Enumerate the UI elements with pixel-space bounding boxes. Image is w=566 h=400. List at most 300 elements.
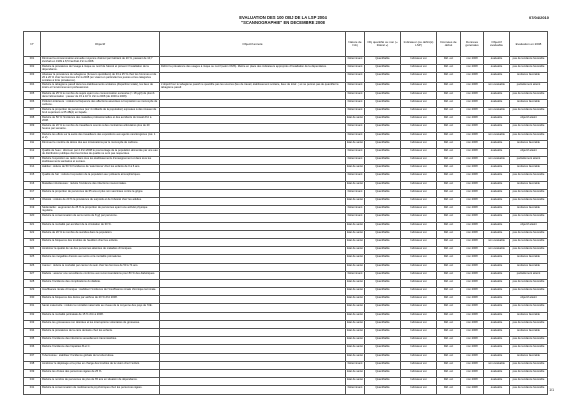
cell-indicator: Indicateur ext — [401, 214, 437, 222]
cell-annotated-objective — [160, 247, 346, 255]
cell-indicator: Indicateur ext — [401, 83, 437, 91]
cell-nature: Déterminant — [346, 271, 365, 279]
col-header-nature: Nature de l'obj — [346, 32, 365, 57]
cell-nature: Déterminant — [346, 99, 365, 107]
cell-objective: Qualité de l'air : réduire l'exposition de la population aux polluants atmosphériques. — [41, 173, 160, 181]
cell-indicator: Indicateur ext — [401, 263, 437, 271]
cell-quantified: Quantifiable — [365, 230, 401, 238]
document-subtitle: "SCANNOGRAPHIE" EN DECEMBRE 2008 — [241, 20, 325, 25]
cell-evaluation: tendance favorable — [510, 353, 548, 361]
cell-annotated-objective — [160, 157, 346, 165]
cell-evaluable: évaluable — [484, 206, 510, 214]
page-number: 1/1 — [549, 388, 554, 392]
cell-indicator: Indicateur ext — [401, 329, 437, 337]
cell-nature: Etat de santé — [346, 288, 365, 296]
cell-annotated-objective — [160, 132, 346, 140]
cell-quantified: Quantifiable — [365, 157, 401, 165]
cell-evaluable: évaluable — [484, 148, 510, 156]
cell-annotated-objective — [160, 73, 346, 83]
col-header-evaluation-2008: Evaluation en 2008 — [510, 32, 548, 57]
cell-number: 041 — [24, 386, 41, 394]
cell-objective: Santé maternelle : réduire la mortalité maternelle au niveau de la moyenne des pays de l'UE. — [41, 304, 160, 312]
cell-nature: Déterminant — [346, 157, 365, 165]
cell-annotated-objective — [160, 238, 346, 246]
cell-start-data: Réf. ext — [437, 132, 461, 140]
cell-nature: Etat de santé — [346, 247, 365, 255]
cell-indicator: Indicateur ext — [401, 288, 437, 296]
cell-number: 033 — [24, 320, 41, 328]
cell-general-data: non 2008 — [461, 173, 484, 181]
cell-evaluation: pas de tendance favorable — [510, 378, 548, 386]
cell-evaluation: tendance favorable — [510, 206, 548, 214]
cell-start-data: Réf. ext — [437, 378, 461, 386]
cell-general-data: non 2008 — [461, 312, 484, 320]
table-row — [24, 214, 548, 222]
cell-number: 026 — [24, 263, 41, 271]
cell-number: 010 — [24, 132, 41, 140]
cell-nature: Etat de santé — [346, 230, 365, 238]
cell-annotated-objective — [160, 107, 346, 115]
cell-evaluable: évaluable — [484, 312, 510, 320]
cell-general-data: non 2008 — [461, 99, 484, 107]
cell-indicator: Indicateur ext — [401, 255, 437, 263]
cell-quantified: Quantifiable — [365, 65, 401, 73]
cell-evaluation: pas de tendance favorable — [510, 369, 548, 377]
cell-general-data: non 2008 — [461, 386, 484, 394]
cell-general-data: non 2008 — [461, 378, 484, 386]
cell-nature: Etat de santé — [346, 337, 365, 345]
cell-number: 039 — [24, 369, 41, 377]
cell-annotated-objective — [160, 337, 346, 345]
table-row — [24, 296, 548, 304]
cell-number: 038 — [24, 361, 41, 369]
cell-nature: Etat de santé — [346, 181, 365, 189]
cell-annotated-objective — [160, 57, 346, 65]
cell-annotated-objective — [160, 369, 346, 377]
cell-evaluable: non évaluable — [484, 107, 510, 115]
cell-nature: Déterminant — [346, 57, 365, 65]
cell-nature: Etat de santé — [346, 279, 365, 287]
cell-evaluable: évaluable — [484, 222, 510, 230]
cell-nature: Etat de santé — [346, 369, 365, 377]
table-row — [24, 198, 548, 206]
cell-general-data: non 2008 — [461, 181, 484, 189]
cell-evaluable: évaluable — [484, 337, 510, 345]
col-header-start-data: Données de début — [437, 32, 461, 57]
cell-objective: Cancer : réduire la mortalité par cancer du sein chez les femmes de 50 à 74 ans. — [41, 263, 160, 271]
cell-objective: Sédentarité : augmenter de 25 % la proportion de personnes ayant une activité physique régulière. — [41, 206, 160, 214]
table-row — [24, 304, 548, 312]
cell-annotated-objective — [160, 288, 346, 296]
cell-indicator: Indicateur ext — [401, 271, 437, 279]
cell-number: 020 — [24, 214, 41, 222]
cell-nature: Déterminant — [346, 83, 365, 91]
cell-evaluation: tendance favorable — [510, 255, 548, 263]
table-row — [24, 91, 548, 99]
cell-number: 008 — [24, 116, 41, 124]
cell-number: 031 — [24, 304, 41, 312]
cell-quantified: Quantifiable — [365, 173, 401, 181]
cell-evaluable: évaluable — [484, 230, 510, 238]
cell-annotated-objective — [160, 116, 346, 124]
cell-objective: Tuberculose : stabiliser l'incidence globale de la tuberculose. — [41, 353, 160, 361]
table-row — [24, 345, 548, 353]
cell-objective: Réduire la consommation de médicaments psychotropes chez les personnes âgées. — [41, 386, 160, 394]
cell-start-data: Réf. ext — [437, 91, 461, 99]
cell-objective: Améliorer la qualité de vie des personnes atteintes de maladies chroniques. — [41, 247, 160, 255]
cell-evaluable: évaluable — [484, 91, 510, 99]
cell-indicator: Indicateur ext — [401, 124, 437, 132]
cell-number: 037 — [24, 353, 41, 361]
cell-annotated-objective — [160, 386, 346, 394]
cell-annotated-objective — [160, 304, 346, 312]
cell-evaluable: évaluable — [484, 386, 510, 394]
cell-objective: Réduire de 50 % l'incidence des maladies professionnelles et des accidents du travail d'ici à 2008. — [41, 116, 160, 124]
document-title: EVALUATION DES 100 OBJ DE LA LSP 2004 — [239, 15, 327, 20]
cell-indicator: Indicateur ext — [401, 296, 437, 304]
cell-nature: Déterminant — [346, 91, 365, 99]
table-row — [24, 337, 548, 345]
cell-indicator: Indicateur ext — [401, 65, 437, 73]
cell-evaluation: pas de tendance favorable — [510, 189, 548, 197]
cell-indicator: Indicateur ext — [401, 378, 437, 386]
cell-quantified: Quantifiable — [365, 198, 401, 206]
cell-annotated-objective — [160, 255, 346, 263]
table-row — [24, 320, 548, 328]
col-header-indicator: Indicateur (ou défini(s) LSP) — [401, 32, 437, 57]
cell-number: 019 — [24, 206, 41, 214]
cell-general-data: non 2008 — [461, 83, 484, 91]
cell-objective: Réduire la proportion de personnes (sur 4 milliards de la population) exposées à des niveaux de bruit supérieurs à 65 dB(A) en façade. — [41, 107, 160, 115]
cell-start-data: Réf. ext — [437, 296, 461, 304]
cell-annotated-objective — [160, 99, 346, 107]
cell-indicator: Indicateur ext — [401, 312, 437, 320]
cell-start-data: Réf. ext — [437, 57, 461, 65]
cell-annotated-objective — [160, 361, 346, 369]
table-row — [24, 83, 548, 91]
col-header-evaluable: Objectif évaluable — [484, 32, 510, 57]
cell-general-data: non 2008 — [461, 238, 484, 246]
table-row — [24, 206, 548, 214]
cell-start-data: Réf. ext — [437, 165, 461, 173]
cell-start-data: Réf. ext — [437, 329, 461, 337]
cell-general-data: non 2008 — [461, 65, 484, 73]
table-row — [24, 353, 548, 361]
cell-evaluable: évaluable — [484, 296, 510, 304]
cell-annotated-objective: Définir la prévalence des usages à risque ou nocif (selon OMS). Mettre en place des indicateurs appropriés d'installation de la dépendance. — [160, 65, 346, 73]
cell-start-data: Réf. ext — [437, 369, 461, 377]
cell-nature: Etat de santé — [346, 345, 365, 353]
cell-objective: Réduire le tabagisme passif dans les établissements scolaires (disparition totale), les lieux de loisirs et l'environnement professionnel. — [41, 83, 160, 91]
cell-general-data: non 2008 — [461, 288, 484, 296]
cell-start-data: Réf. ext — [437, 345, 461, 353]
cell-nature: Etat de santé — [346, 296, 365, 304]
cell-number: 016 — [24, 181, 41, 189]
cell-nature: Déterminant — [346, 73, 365, 83]
table-row — [24, 255, 548, 263]
cell-indicator: Indicateur ext — [401, 320, 437, 328]
cell-objective: Réduire le nombre de personnes de plus de 65 ans en situation de dépendance. — [41, 378, 160, 386]
table-row — [24, 189, 548, 197]
cell-annotated-objective — [160, 378, 346, 386]
cell-annotated-objective — [160, 173, 346, 181]
cell-indicator: Indicateur ext — [401, 132, 437, 140]
table-row — [24, 247, 548, 255]
cell-quantified: Quantifiable — [365, 181, 401, 189]
cell-evaluable: évaluable — [484, 198, 510, 206]
table-row — [24, 230, 548, 238]
cell-start-data: Réf. ext — [437, 279, 461, 287]
cell-nature: Etat de santé — [346, 304, 365, 312]
cell-objective: Obésité : réduire de 20 % la prévalence du surpoids et de l'obésité chez les adultes. — [41, 198, 160, 206]
table-row — [24, 386, 548, 394]
cell-number: 005 — [24, 91, 41, 99]
cell-general-data: non 2008 — [461, 124, 484, 132]
cell-evaluable: évaluable — [484, 329, 510, 337]
cell-evaluable: évaluable — [484, 288, 510, 296]
cell-indicator: Indicateur ext — [401, 73, 437, 83]
cell-annotated-objective: L'objectif sur le tabagisme passif ne quantifie pas les sources (lieu de travail, établissement scolaire, lieux de loisir...) et ne permet pas de quantifier le tabagisme passif. — [160, 83, 346, 91]
cell-evaluation: partiellement atteint — [510, 157, 548, 165]
cell-evaluation: tendance favorable — [510, 329, 548, 337]
cell-start-data: Réf. ext — [437, 206, 461, 214]
cell-indicator: Indicateur ext — [401, 345, 437, 353]
cell-nature: Etat de santé — [346, 312, 365, 320]
cell-general-data: non 2008 — [461, 271, 484, 279]
cell-quantified: Quantifiable — [365, 238, 401, 246]
cell-quantified: Quantifiable — [365, 369, 401, 377]
table-header-row — [24, 32, 548, 57]
cell-start-data: Réf. ext — [437, 222, 461, 230]
cell-evaluable: évaluable — [484, 124, 510, 132]
cell-evaluable: non évaluable — [484, 238, 510, 246]
cell-general-data: non 2008 — [461, 132, 484, 140]
cell-evaluation: pas de tendance favorable — [510, 386, 548, 394]
cell-evaluation: pas de tendance favorable — [510, 214, 548, 222]
cell-evaluation: tendance favorable — [510, 165, 548, 173]
cell-evaluation: pas de tendance favorable — [510, 304, 548, 312]
cell-annotated-objective — [160, 181, 346, 189]
cell-indicator: Indicateur ext — [401, 173, 437, 181]
cell-quantified: Quantifiable — [365, 132, 401, 140]
cell-indicator: Indicateur ext — [401, 386, 437, 394]
cell-indicator: Indicateur ext — [401, 304, 437, 312]
cell-evaluation: pas de tendance favorable — [510, 288, 548, 296]
cell-evaluation: pas de tendance favorable — [510, 132, 548, 140]
cell-nature: Etat de santé — [346, 238, 365, 246]
cell-general-data: non 2008 — [461, 304, 484, 312]
cell-indicator: Indicateur ext — [401, 165, 437, 173]
cell-general-data: non 2008 — [461, 329, 484, 337]
cell-indicator: Indicateur ext — [401, 361, 437, 369]
cell-nature: Etat de santé — [346, 263, 365, 271]
cell-general-data: non 2008 — [461, 214, 484, 222]
cell-indicator: Indicateur ext — [401, 337, 437, 345]
table-row — [24, 116, 548, 124]
table-row — [24, 263, 548, 271]
cell-indicator: Indicateur ext — [401, 91, 437, 99]
cell-annotated-objective — [160, 189, 346, 197]
cell-evaluation: tendance favorable — [510, 99, 548, 107]
cell-annotated-objective — [160, 279, 346, 287]
cell-objective: Améliorer le dépistage et la prise en charge des troubles de la vision chez l'enfant. — [41, 361, 160, 369]
cell-quantified: Quantifiable — [365, 91, 401, 99]
cell-objective: Qualité de l'eau : diminuer par 2 d'ici 2008 le pourcentage de la population alimentée par une eau de distribution publique dont les limites de qualité ne sont pas respectées. — [42, 148, 158, 155]
cell-quantified: Quantifiable — [365, 83, 401, 91]
col-header-general-data: Données générales — [461, 32, 484, 57]
cell-objective: Réduire de 25 % le nombre de sujets ayant une consommation excessive (> 18 μg/l) de plomb dans l'alimentation : passer de 15 à 10 % d'ici à 2008 (de 2000 à 2008). — [41, 91, 160, 99]
cell-annotated-objective — [160, 296, 346, 304]
cell-indicator: Indicateur ext — [401, 157, 437, 165]
cell-quantified: Quantifiable — [365, 378, 401, 386]
table-row — [24, 312, 548, 320]
cell-general-data: non 2008 — [461, 148, 484, 156]
cell-start-data: Réf. ext — [437, 255, 461, 263]
cell-objective: Réduire les chutes des personnes âgées de 25 %. — [41, 369, 160, 377]
cell-nature: Déterminant — [346, 386, 365, 394]
cell-general-data: non 2008 — [461, 345, 484, 353]
cell-objective: Diminuer le nombre de décès dus aux intoxications par le monoxyde de carbone. — [41, 140, 160, 148]
cell-general-data: non 2008 — [461, 140, 484, 148]
cell-objective: Réduire la fréquence des troubles de l'audition chez les enfants. — [41, 238, 160, 246]
document-date: 07/04/2010 — [528, 15, 549, 20]
table-row — [24, 288, 548, 296]
cell-evaluable: non évaluable — [484, 132, 510, 140]
cell-quantified: Quantifiable — [365, 361, 401, 369]
cell-start-data: Réf. ext — [437, 230, 461, 238]
cell-start-data: Réf. ext — [437, 320, 461, 328]
cell-start-data: Réf. ext — [437, 263, 461, 271]
cell-nature: Etat de santé — [346, 165, 365, 173]
cell-evaluation: pas de tendance favorable — [510, 91, 548, 99]
cell-nature: Etat de santé — [346, 320, 365, 328]
cell-quantified: Quantifiable — [365, 148, 401, 156]
cell-indicator: Indicateur ext — [401, 230, 437, 238]
cell-start-data: Réf. ext — [437, 181, 461, 189]
cell-evaluable: évaluable — [484, 378, 510, 386]
cell-general-data: non 2008 — [461, 91, 484, 99]
cell-nature: Déterminant — [346, 124, 365, 132]
cell-indicator: Indicateur ext — [401, 148, 437, 156]
cell-objective: Réduire l'incidence des infections sexuellement transmissibles. — [41, 337, 160, 345]
cell-objective: Réduire l'incidence des complications du diabète. — [41, 279, 160, 287]
cell-start-data: Réf. ext — [437, 173, 461, 181]
cell-objective: Réduire la proportion de personnes de 65 ans et plus non vaccinées contre la grippe. — [41, 189, 160, 197]
cell-start-data: Réf. ext — [437, 247, 461, 255]
cell-objective: Insuffisance rénale chronique : stabiliser l'incidence de l'insuffisance rénale chronique terminale. — [41, 288, 160, 296]
cell-nature: Etat de santé — [346, 198, 365, 206]
cell-annotated-objective — [160, 222, 346, 230]
cell-nature: Déterminant — [346, 65, 365, 73]
cell-nature: Déterminant — [346, 189, 365, 197]
cell-objective: Réduire les grossesses non désirées et les interruptions volontaires de grossesse. — [41, 320, 160, 328]
cell-evaluation: pas de tendance favorable — [510, 198, 548, 206]
cell-number: 022 — [24, 230, 41, 238]
cell-nature: Déterminant — [346, 206, 365, 214]
cell-quantified: Quantifiable — [365, 206, 401, 214]
cell-general-data: non 2008 — [461, 361, 484, 369]
cell-evaluation: pas de tendance favorable — [510, 107, 548, 115]
cell-evaluation: partiellement atteint — [510, 83, 548, 91]
cell-quantified: Quantifiable — [365, 304, 401, 312]
cell-nature: Déterminant — [346, 361, 365, 369]
cell-number: 034 — [24, 329, 41, 337]
cell-evaluable: évaluable — [484, 263, 510, 271]
table-row — [24, 107, 548, 115]
cell-objective: Réduire de 20 % le nombre de travailleurs soumis à des contraintes articulaires plus de 20 heures par semaine. — [41, 124, 160, 132]
cell-number: 030 — [24, 296, 41, 304]
cell-evaluation: pas de tendance favorable — [510, 337, 548, 345]
cell-quantified: Quantifiable — [365, 353, 401, 361]
cell-quantified: Quantifiable — [365, 296, 401, 304]
cell-number: 006 — [24, 99, 41, 107]
cell-nature: Etat de santé — [346, 255, 365, 263]
cell-general-data: non 2008 — [461, 353, 484, 361]
cell-evaluation: pas de tendance favorable — [510, 57, 548, 65]
cell-evaluation: partiellement atteint — [510, 271, 548, 279]
cell-general-data: non 2008 — [461, 230, 484, 238]
cell-quantified: Quantifiable — [365, 288, 401, 296]
cell-start-data: Réf. ext — [437, 148, 461, 156]
cell-number: 003 — [24, 73, 41, 83]
cell-number: 024 — [24, 247, 41, 255]
cell-start-data: Réf. ext — [437, 198, 461, 206]
cell-objective: Réduire la prévalence de la carie dentaire chez les enfants. — [41, 329, 160, 337]
cell-quantified: Quantifiable — [365, 329, 401, 337]
cell-start-data: Réf. ext — [437, 271, 461, 279]
cell-nature: Etat de santé — [346, 116, 365, 124]
cell-quantified: Quantifiable — [365, 214, 401, 222]
cell-number: 027 — [24, 271, 41, 279]
cell-general-data: non 2008 — [461, 279, 484, 287]
cell-annotated-objective — [160, 312, 346, 320]
cell-number: 013 — [24, 157, 41, 165]
table-row — [24, 157, 548, 165]
cell-objective: Réduire la mortalité périnatale de 15 % d'ici à 2008. — [41, 312, 160, 320]
cell-number: 035 — [24, 337, 41, 345]
cell-objective: Réduire la consommation de sel à moins de 8 g/j par personne. — [41, 214, 160, 222]
cell-evaluation: pas de tendance favorable — [510, 247, 548, 255]
cell-general-data: non 2008 — [461, 157, 484, 165]
cell-indicator: Indicateur ext — [401, 247, 437, 255]
cell-general-data: non 2008 — [461, 165, 484, 173]
table-row — [24, 173, 548, 181]
cell-number: 040 — [24, 378, 41, 386]
cell-evaluation: tendance favorable — [510, 73, 548, 83]
cell-general-data: non 2008 — [461, 198, 484, 206]
cell-number: 012 — [24, 148, 41, 156]
cell-start-data: Réf. ext — [437, 238, 461, 246]
cell-objective: Diminuer la consommation annuelle moyenne d'alcool par habitant de 20 %, passant de 10,7 l/an/hab en 1999 à 8,5 l/an/hab d'ici à 2008. — [41, 57, 160, 65]
cell-indicator: Indicateur ext — [401, 57, 437, 65]
cell-quantified: Quantifiable — [365, 337, 401, 345]
cell-indicator: Indicateur ext — [401, 369, 437, 377]
cell-evaluation: pas de tendance favorable — [510, 173, 548, 181]
table-row — [24, 181, 548, 189]
cell-general-data: non 2008 — [461, 247, 484, 255]
cell-evaluation: pas de tendance favorable — [510, 345, 548, 353]
table-row — [24, 378, 548, 386]
cell-number: 023 — [24, 238, 41, 246]
cell-start-data: Réf. ext — [437, 214, 461, 222]
cell-evaluable: évaluable — [484, 345, 510, 353]
table-row — [24, 329, 548, 337]
cell-number: 017 — [24, 189, 41, 197]
cell-evaluable: évaluable — [484, 369, 510, 377]
cell-nature: Etat de santé — [346, 329, 365, 337]
cell-nature: Etat de santé — [346, 378, 365, 386]
cell-evaluation: objectif atteint — [510, 222, 548, 230]
